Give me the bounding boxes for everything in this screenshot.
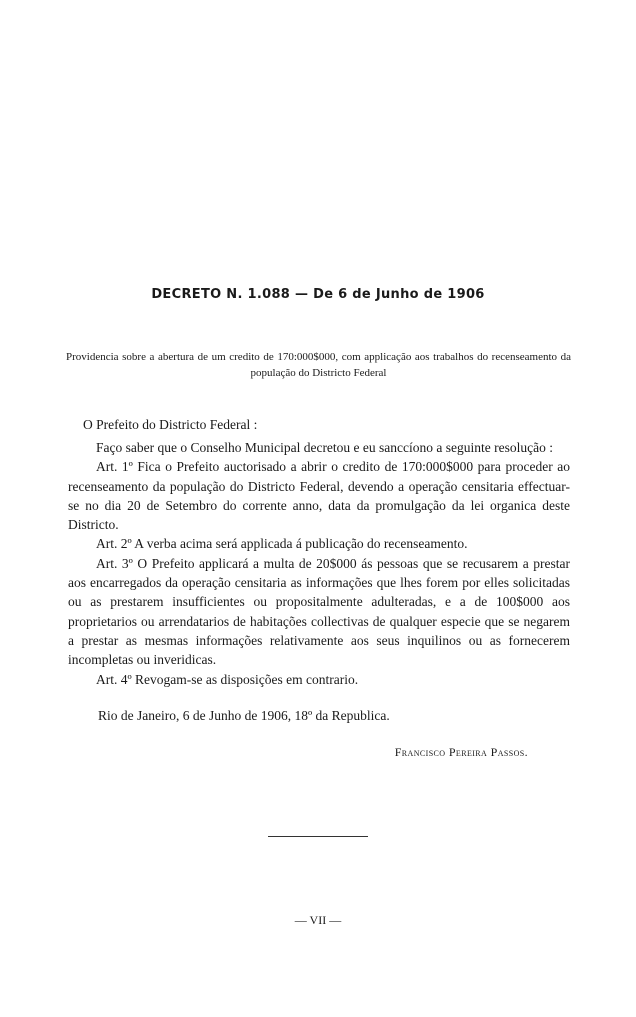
decree-body xyxy=(68,438,570,689)
divider-rule xyxy=(268,836,368,837)
signature: Francisco Pereira Passos. xyxy=(394,745,528,759)
article-2: Art. 2º A verba acima será applicada á publicação do recenseamento. xyxy=(96,536,468,552)
decree-summary: Providencia sobre a abertura de um credito de 170:000$000, com applicação aos trabalhos do recenseamento da população do Districto Federal xyxy=(66,351,571,379)
decree-opening: O Prefeito do Districto Federal : xyxy=(83,417,258,432)
page-number: — VII — xyxy=(294,913,342,927)
article-1: Art. 1º Fica o Prefeito auctorisado a abrir o credito de 170:000$000 para proceder ao recenseamento da população do Districto Federal, devendo a operação censitaria effectuar-se no dia 20 de Setembro do corrente anno, data da promulgação da lei organica deste Districto. xyxy=(68,459,570,533)
date-line: Rio de Janeiro, 6 de Junho de 1906, 18º da Republica. xyxy=(98,708,390,723)
article-3: Art. 3º O Prefeito applicará a multa de 20$000 ás pessoas que se recusarem a prestar aos encarregados da operação censitaria as informações que lhes forem por elles solicitadas ou as prestarem insufficientes ou propositalmente adulteradas, e a de 100$000 aos proprietarios ou arrendatarios de habitações collectivas de qualquer especie que se negarem a prestar as mesmas informações relativamente aos seus inquilinos ou as fornecerem incompletas ou inveridicas. xyxy=(68,555,570,668)
article-4: Art. 4º Revogam-se as disposições em contrario. xyxy=(96,671,359,687)
decree-title: DECRETO N. 1.088 — De 6 de Junho de 1906 xyxy=(151,287,485,302)
body-paragraph: Faço saber que o Conselho Municipal decretou e eu sanccíono a seguinte resolução : xyxy=(96,440,553,455)
